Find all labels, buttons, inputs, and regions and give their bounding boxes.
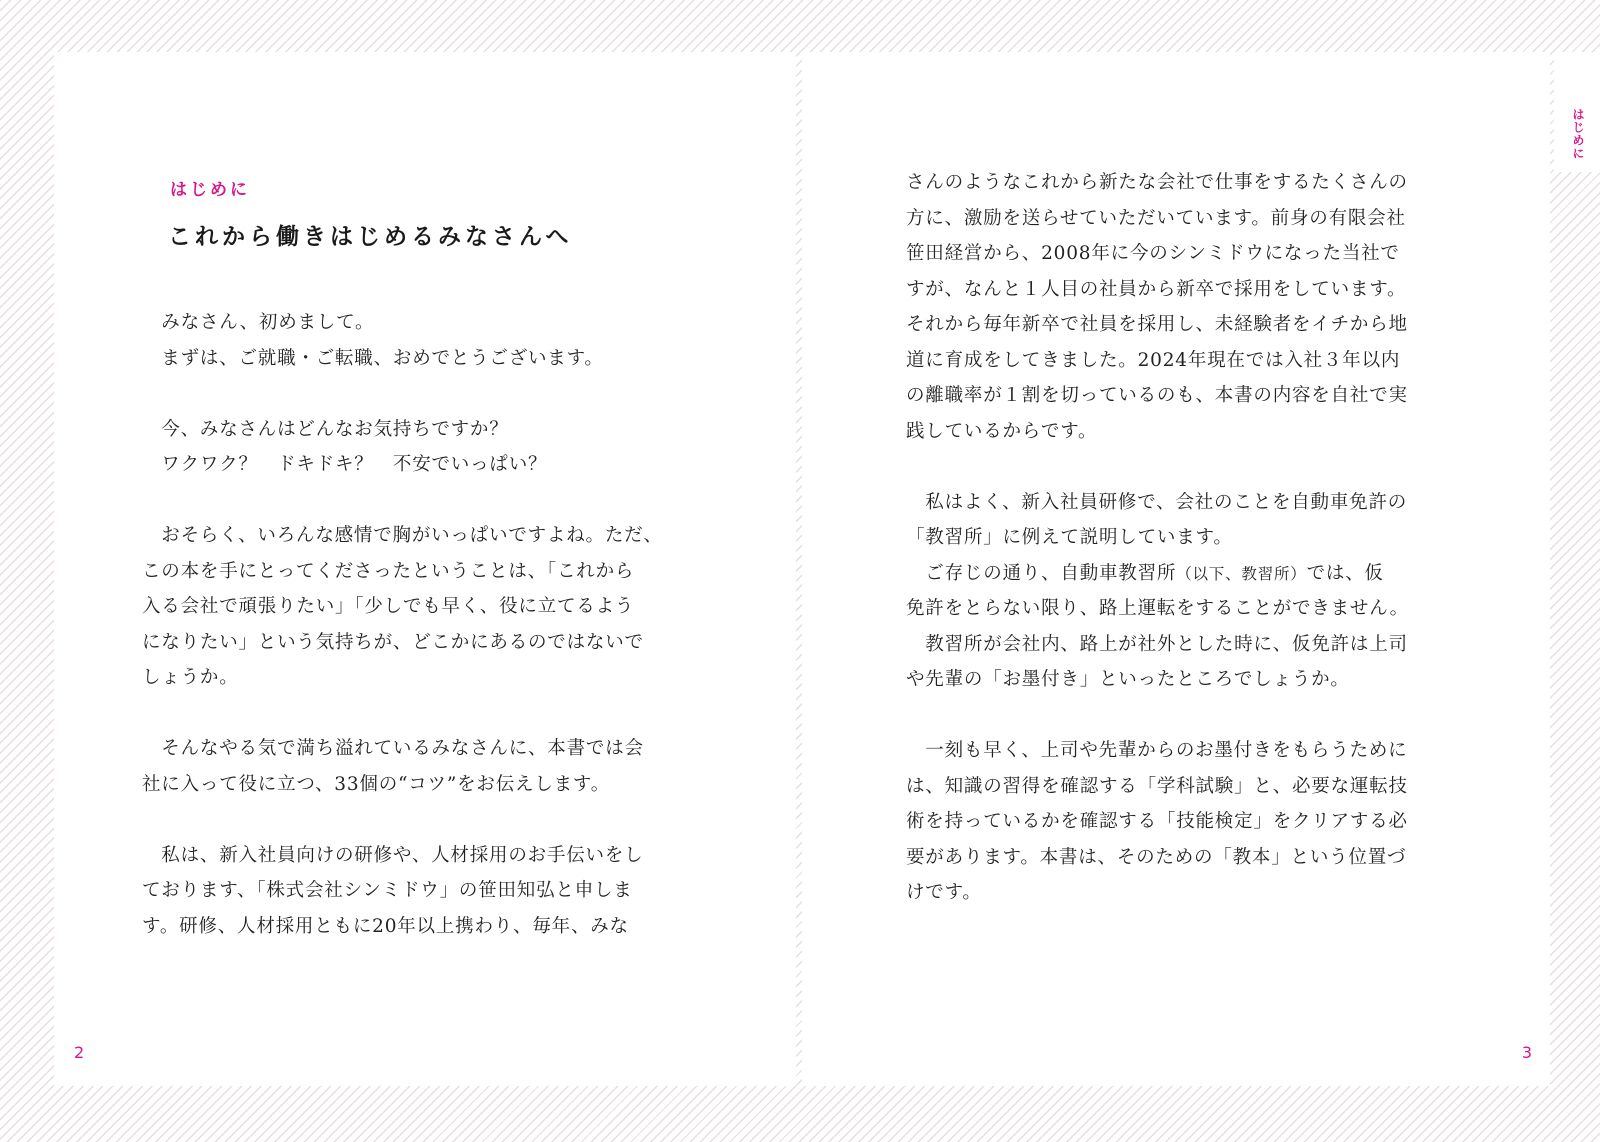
body-line: おそらく、いろんな感情で胸がいっぱいですよね。ただ、 bbox=[142, 525, 663, 546]
section-kicker: はじめに bbox=[170, 180, 250, 200]
parenthetical-note: （以下、教習所） bbox=[1176, 564, 1307, 583]
body-line: 道に育成をしてきました。2024年現在では入社３年以内 bbox=[906, 349, 1401, 371]
body-line: けです。 bbox=[906, 882, 982, 903]
body-line: になりたい」という気持ちが、どこかにあるのではないで bbox=[142, 631, 644, 653]
body-line: すが、なんと１人目の社員から新卒で採用をしています。 bbox=[906, 278, 1407, 300]
body-line: 今、みなさんはどんなお気持ちですか？ bbox=[142, 418, 509, 440]
body-line: 免許をとらない限り、路上運転をすることができません。 bbox=[906, 598, 1409, 619]
body-line: 術を持っているかを確認する「技能検定」をクリアする必 bbox=[906, 811, 1408, 832]
side-tab-label: はじめに bbox=[1571, 108, 1585, 160]
body-line: さんのようなこれから新たな会社で仕事をするたくさんの bbox=[906, 172, 1408, 193]
paragraph-gap bbox=[142, 802, 663, 838]
paragraph-gap bbox=[142, 696, 663, 732]
body-line: 一刻も早く、上司や先輩からのお墨付きをもらうために bbox=[906, 740, 1408, 761]
paragraph-gap bbox=[906, 449, 1409, 485]
body-line: 社に入って役に立つ、33個の“コツ”をお伝えします。 bbox=[142, 773, 611, 795]
body-line: 「教習所」に例えて説明しています。 bbox=[906, 527, 1233, 548]
chapter-heading: これから働きはじめるみなさんへ bbox=[168, 224, 573, 250]
body-line: そんなやる気で満ち溢れているみなさんに、本書では会 bbox=[142, 738, 644, 759]
right-page bbox=[802, 52, 1550, 1086]
body-line: この本を手にとってくださったということは、「これから bbox=[142, 560, 635, 582]
body-line-head: ご存じの通り、自動車教習所 bbox=[906, 562, 1177, 584]
body-line: は、知識の習得を確認する「学科試験」と、必要な運転技 bbox=[906, 775, 1408, 797]
body-line: 践しているからです。 bbox=[906, 420, 1098, 442]
right-body-text bbox=[906, 165, 1409, 911]
paragraph-gap bbox=[142, 376, 663, 412]
page-number-right: 3 bbox=[1521, 1043, 1532, 1062]
body-line: まずは、ご就職・ご転職、おめでとうございます。 bbox=[142, 347, 604, 369]
body-line: 教習所が会社内、路上が社外とした時に、仮免許は上司 bbox=[906, 633, 1408, 655]
body-line-mixed bbox=[906, 556, 1409, 592]
body-line: 私は、新入社員向けの研修や、人材採用のお手伝いをし bbox=[142, 844, 644, 866]
paragraph-gap bbox=[906, 698, 1409, 734]
paragraph-gap bbox=[142, 483, 663, 519]
body-line: す。研修、人材採用ともに20年以上携わり、毎年、みな bbox=[142, 915, 629, 937]
body-line: の離職率が１割を切っているのも、本書の内容を自社で実 bbox=[906, 385, 1408, 406]
left-page bbox=[54, 52, 796, 1086]
body-line: みなさん、初めまして。 bbox=[142, 312, 375, 333]
body-line: しょうか。 bbox=[142, 667, 239, 688]
body-line: 方に、激励を送らせていただいています。前身の有限会社 bbox=[906, 207, 1406, 229]
body-line: ております、「株式会社シンミドウ」の笹田知弘と申しま bbox=[142, 880, 633, 901]
body-line: ワクワク？ ドキドキ？ 不安でいっぱい？ bbox=[142, 454, 548, 475]
body-line: それから毎年新卒で社員を採用し、未経験者をイチから地 bbox=[906, 314, 1408, 335]
page-number-left: 2 bbox=[74, 1043, 85, 1062]
body-line: 笹田経営から、2008年に今のシンミドウになった当社で bbox=[906, 243, 1400, 264]
left-body-text bbox=[142, 305, 663, 944]
body-line: 入る会社で頑張りたい」「少しでも早く、役に立てるよう bbox=[142, 596, 635, 617]
body-line: 私はよく、新入社員研修で、会社のことを自動車免許の bbox=[906, 491, 1408, 513]
body-line-tail: では、仮 bbox=[1306, 562, 1384, 584]
chapter-side-tab bbox=[1554, 52, 1600, 172]
body-line: 要があります。本書は、そのための「教本」という位置づ bbox=[906, 846, 1407, 868]
body-line: や先輩の「お墨付き」といったところでしょうか。 bbox=[906, 669, 1350, 690]
